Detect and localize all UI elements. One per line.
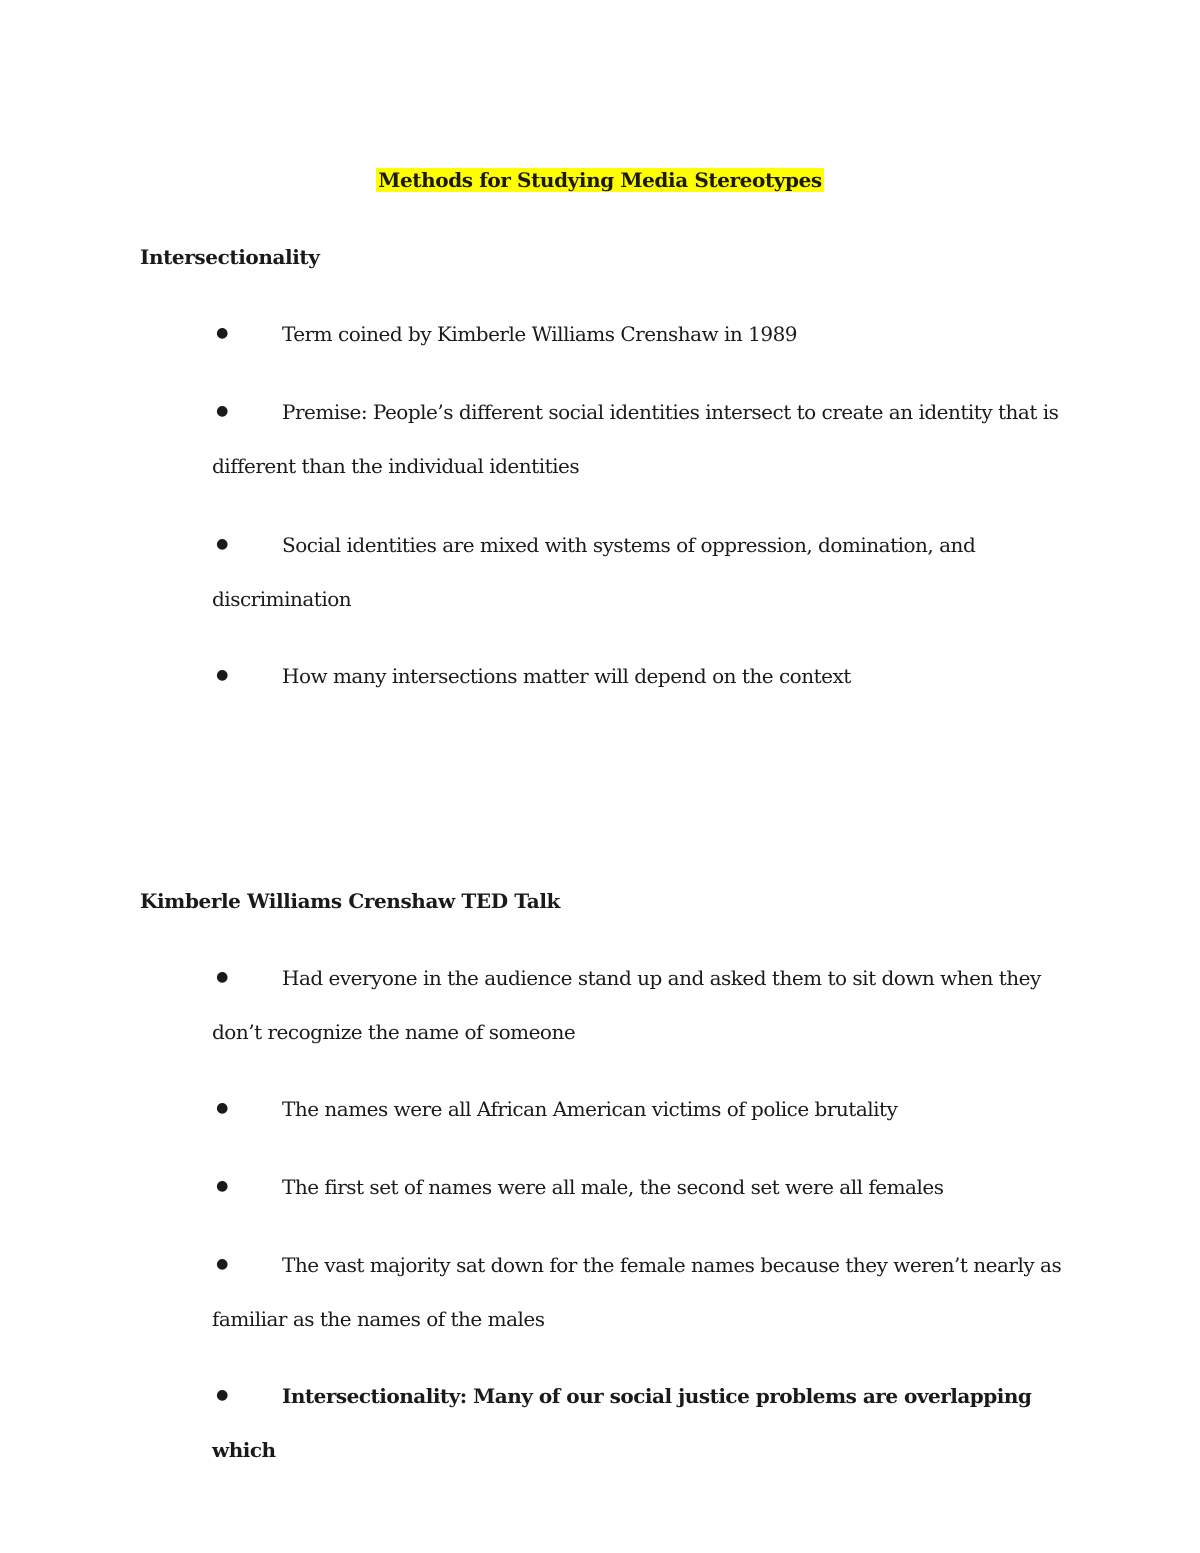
bullet-text: Premise: People’s different social identities intersect to create an identity that is different than the individual identities [212, 400, 1059, 478]
bullet-item [212, 649, 1072, 703]
bullet-text: Intersectionality: Many of our social justice problems are overlapping which [212, 1384, 1032, 1462]
bullet-text: Had everyone in the audience stand up and asked them to sit down when they don’t recognize the name of someone [212, 966, 1041, 1044]
bullet-icon: ● [216, 1387, 228, 1403]
bullet-text: The names were all African American victims of police brutality [282, 1097, 898, 1121]
bullet-text: How many intersections matter will depend on the context [282, 664, 851, 688]
section-heading-ted-talk: Kimberle Williams Crenshaw TED Talk [140, 889, 560, 913]
bullet-item [212, 951, 1072, 1059]
bullet-text: The first set of names were all male, the second set were all females [282, 1175, 944, 1199]
bullet-icon: ● [216, 1100, 228, 1116]
bullet-icon: ● [216, 325, 228, 341]
bullet-text: Term coined by Kimberle Williams Crenshaw in 1989 [282, 322, 798, 346]
bullet-item [212, 1369, 1072, 1477]
bullet-item [212, 307, 1072, 361]
bullet-icon: ● [216, 1178, 228, 1194]
bullet-icon: ● [216, 536, 228, 552]
bullet-item [212, 518, 1072, 626]
bullet-icon: ● [216, 1256, 228, 1272]
bullet-icon: ● [216, 667, 228, 683]
bullet-text: Social identities are mixed with systems of oppression, domination, and discrimination [212, 533, 976, 611]
bullet-icon: ● [216, 403, 228, 419]
section-heading-intersectionality: Intersectionality [140, 245, 320, 269]
bullet-item [212, 1238, 1072, 1346]
bullet-item [212, 1160, 1072, 1214]
bullet-icon: ● [216, 969, 228, 985]
document-title [0, 166, 1200, 194]
document-title-text: Methods for Studying Media Stereotypes [378, 168, 822, 192]
bullet-text: The vast majority sat down for the female names because they weren’t nearly as familiar as the names of the males [212, 1253, 1062, 1331]
bullet-item [212, 1082, 1072, 1136]
bullet-item [212, 385, 1072, 493]
